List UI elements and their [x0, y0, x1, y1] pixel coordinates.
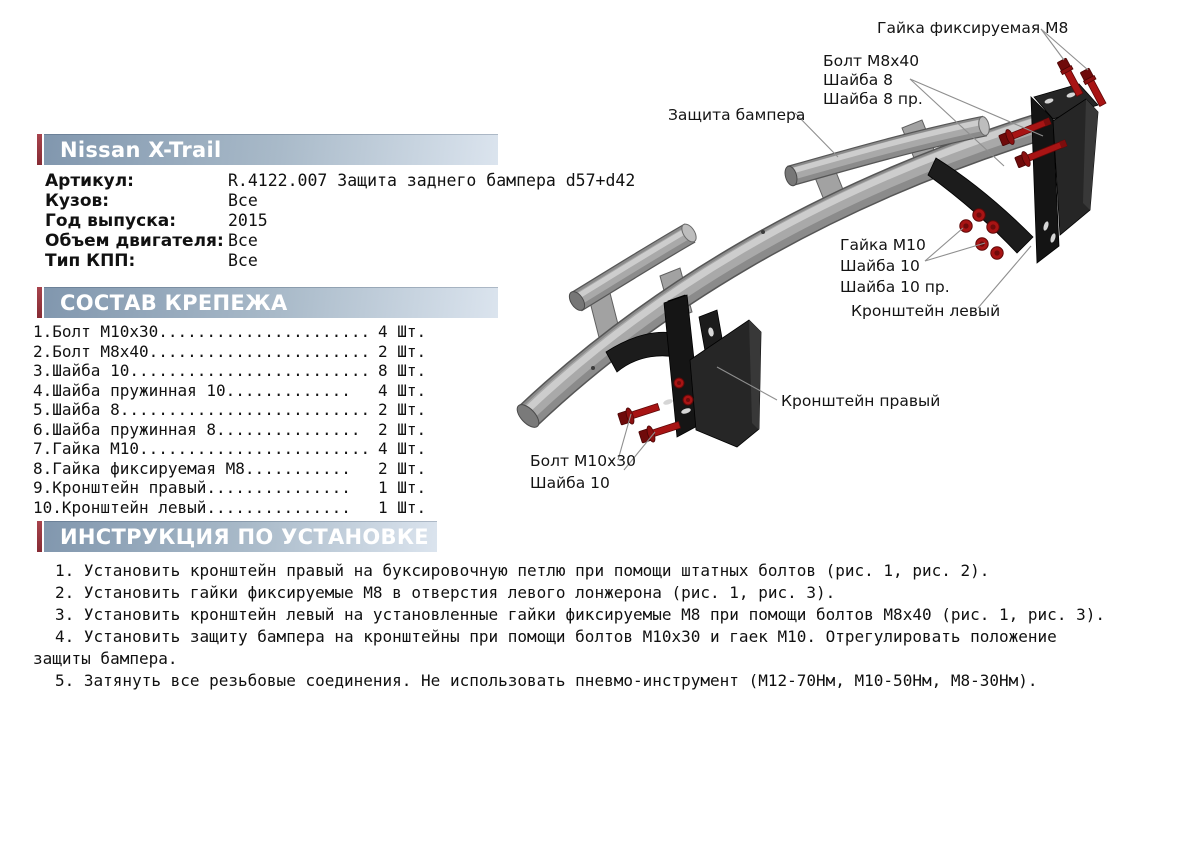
- part-row: 3.Шайба 10......................... 8 Шт.: [33, 361, 427, 380]
- parts-title: СОСТАВ КРЕПЕЖА: [60, 290, 288, 315]
- instructions-header-bar: [37, 521, 437, 552]
- label-fix-nut-m8: Гайка фиксируемая М8: [877, 19, 1069, 37]
- label-washer-8-spring: Шайба 8 пр.: [823, 90, 923, 108]
- label-washer-10-b: Шайба 10: [530, 474, 610, 492]
- part-row: 10.Кронштейн левый............... 1 Шт.: [33, 497, 427, 517]
- label-bolt-m10x30: Болт М10х30: [530, 452, 636, 470]
- bracket-slot: [663, 398, 674, 406]
- label-bumper-guard: Защита бампера: [668, 106, 806, 124]
- spec-row: Тип КПП: Все: [45, 251, 258, 271]
- instruction-item: 5. Затянуть все резьбовые соединения. Не использовать пневмо-инструмент (М12-70Нм, М10-50Нм, М8-30Нм).: [55, 671, 1038, 690]
- part-row: 5.Шайба 8.......................... 2 Шт.: [33, 400, 427, 419]
- instruction-item: 1. Установить кронштейн правый на буксировочную петлю при помощи штатных болтов (рис. 1, рис. 2).: [55, 561, 990, 580]
- spec-row: Кузов: Все: [45, 191, 258, 211]
- diagram-labels: [530, 19, 1068, 492]
- label-bracket-left: Кронштейн левый: [851, 302, 1001, 320]
- part-row: 4.Шайба пружинная 10............. 4 Шт.: [33, 380, 427, 400]
- instructions-title: ИНСТРУКЦИЯ ПО УСТАНОВКЕ: [60, 524, 429, 549]
- label-washer-10-spring: Шайба 10 пр.: [840, 278, 950, 296]
- spec-row: Артикул: R.4122.007 Защита заднего бампера d57+d42: [45, 171, 636, 191]
- part-row: 2.Болт М8х40....................... 2 Шт.: [33, 341, 427, 361]
- part-row: 8.Гайка фиксируемая М8........... 2 Шт.: [33, 458, 427, 478]
- label-washer-8: Шайба 8: [823, 71, 893, 89]
- label-bracket-right: Кронштейн правый: [781, 392, 941, 410]
- spec-row: Объем двигателя: Все: [45, 231, 258, 251]
- label-nut-m10: Гайка М10: [840, 236, 926, 254]
- spec-row: Год выпуска: 2015: [45, 211, 268, 231]
- part-row: 9.Кронштейн правый............... 1 Шт.: [33, 478, 427, 497]
- washer-10: [683, 395, 693, 405]
- part-row: 1.Болт М10х30...................... 4 Шт.: [33, 322, 427, 341]
- tube-hole: [591, 366, 595, 370]
- part-row: 6.Шайба пружинная 8............... 2 Шт.: [33, 419, 427, 439]
- red-accent-stripe: [37, 521, 42, 552]
- part-row: 7.Гайка М10........................ 4 Шт.: [33, 439, 427, 458]
- instructions-list: [33, 560, 1113, 692]
- label-washer-10: Шайба 10: [840, 257, 920, 275]
- bolt-m10x30: [617, 399, 661, 428]
- main-tube: [513, 113, 1062, 431]
- tube-hole: [761, 230, 765, 234]
- instruction-item: 4. Установить защиту бампера на кронштейны при помощи болтов М10х30 и гаек М10. Отрегулировать положение защиты бампера.: [33, 627, 1057, 668]
- instruction-item: 3. Установить кронштейн левый на установленные гайки фиксируемые М8 при помощи болтов М8х40 (рис. 1, рис. 3).: [55, 605, 1105, 624]
- label-bolt-m8x40: Болт М8х40: [823, 52, 920, 70]
- model-title: Nissan X-Trail: [60, 137, 222, 162]
- instruction-item: 2. Установить гайки фиксируемые М8 в отверстия левого лонжерона (рис. 1, рис. 3).: [55, 583, 836, 602]
- washer-10: [674, 378, 684, 388]
